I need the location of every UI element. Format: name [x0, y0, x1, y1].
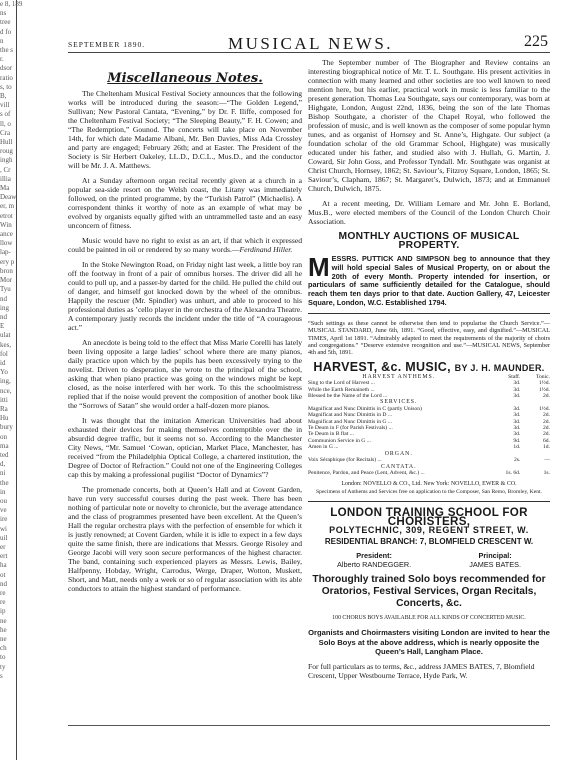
harvest-row [308, 470, 550, 476]
masthead-title: MUSICAL NEWS. [228, 34, 394, 53]
gutter-fragment: on [0, 432, 7, 441]
gutter-fragment: roug [0, 147, 13, 156]
paragraph-southgate: The September number of The Biographer and Review contains an interesting biographical notice of Mr. T. L. Southgate. His present activities in connection with many learned and other societies are too well known to need mention here, but his earlier, practical work in music is less familiar to the present generation. Thomas Lea Southgate, says our contemporary, was born at Highgate, London, August 22nd, 1836, being the son of the late Thomas Bishop Southgate, a chorister of the Chapel Royal, who followed the profession of music, and is well known as the composer of some popular hymn tunes, and as organist of Hornsey and St. Anne’s, Highgate. Our subject (a foundation scholar of the old Grammar School, Highgate) was musically educated under his father, and studied also with J. Hullah, G. Martin, J. Coward, Sir John Goss, and Professor Tyndall. Mr. Southgate was organist at Christ Church, Hornsey, 1862; St. Saviour’s, Fitzroy Square, London, 1865; St. Saviour’s, Clapham, 1867; St. Margaret’s, Dulwich, 1873; and at Emmanuel Church, Dulwich, 1875. [308, 58, 550, 193]
paragraph-promenade: The promenade concerts, both at Queen’s Hall and at Covent Garden, have run very successful courses during the past week. There has been nothing of particular note or novelty to chronicle, but the average attendance and the class of programmes presented have been excellent. At the Queen’s Hall the regular orchestra plays with the perfection of ensemble for which it is justly renowned; at Covent Garden, while it is idle to expect in a few days quite the same finish, there are indications that Messrs. George Risoley and George Jacobi will very soon secure performances of the highest character. The band, containing such experienced players as Messrs. Lewis, Bailey, Halfpenny, Hobday, Wright, Carrodus, Werge, Draper, Wotton, Muskett, Short, and Matt, needs only a week or so of regular association with its able conductors to attain the highest standard of performance. [68, 485, 302, 593]
gutter-fragment: lap- [0, 248, 11, 257]
staff-price: 3d. [513, 393, 521, 400]
harvest-item: Magnificat and Nunc Dimittis in C (partly Unison) [308, 405, 422, 412]
staff-price: 1s. 6d. [505, 469, 521, 476]
solo-boys-ad: Thoroughly trained Solo boys recommended for Oratorios, Festival Services, Organ Recitals, Concerts, &c. [312, 574, 546, 610]
staff-price: 3d. [513, 431, 521, 438]
gutter-fragment: vill [0, 101, 10, 110]
staff-price: 2s. [513, 457, 521, 464]
gutter-fragment: er, m [0, 202, 15, 211]
bottom-rule [68, 725, 550, 726]
gutter-fragment: ip [0, 607, 6, 616]
harvest-item: While the Earth Remaineth ... [308, 386, 375, 393]
gutter-fragment: Hu [0, 414, 9, 423]
right-column [308, 58, 550, 680]
gutter-fragment: fol [0, 349, 8, 358]
gutter-fragment: ing, [0, 377, 11, 386]
gutter-fragment: in [0, 487, 6, 496]
paragraph-corelli: An anecdote is being told to the effect that Miss Marie Corelli has lately been living opposite a large ladies’ school where there are many pianos, daily practice upon which by the pupils has been excessively trying to the novelist. Driven to desperation, she wrote to the principal of the school, asking that when piano practice was going on the windows might be kept closed, as the noise interfered with her work. To this the schoolmistress replied that if the noise would prevent the composition of another book like the “Sorrows of Satan” she would order a half-dozen more pianos. [68, 338, 302, 410]
harvest-item: Amen in G ... [308, 444, 339, 451]
tonic-price: 6d. [543, 437, 550, 444]
gutter-fragment: E [0, 322, 5, 331]
quote-text: Music would have no right to exist as an art, if that which it expressed could be painted in oil or rendered by so many words.— [68, 236, 302, 254]
harvest-item: Blessed be the Name of the Lord ... [308, 393, 388, 400]
auctions-heading: MONTHLY AUCTIONS OF MUSICAL PROPERTY. [338, 231, 520, 251]
staff-price: 3d. [513, 405, 521, 412]
press-quotes: “Such settings as these cannot be otherwise then tend to popularise the Church Service.”—MUSICAL STANDARD, June 6th, 1891. “Good, effective, easy, and dignified.”—MUSICAL TIMES, April 1st 1891. “Admirably adapted to meet the requirements of the majority of choirs and congregations.” “Deserve extensive recognition and use.”—MUSICAL NEWS, September 4th and 5th, 1891. [308, 319, 550, 357]
principal [469, 551, 521, 569]
harvest-item: Magnificat and Nunc Dimittis in G ... [308, 418, 393, 425]
gutter-fragment: s, to [0, 82, 12, 91]
gutter-fragment: ty [0, 662, 6, 671]
president [337, 551, 411, 569]
publisher-line: London: NOVELLO & CO., Ltd. New York: NOVELLO, EWER & CO. [341, 481, 517, 488]
harvest-item: CANTATA. [380, 463, 417, 470]
issue-date: SEPTEMBER 1890. [68, 40, 146, 49]
drop-cap: M [308, 252, 330, 282]
tonic-price: 1½d. [538, 386, 550, 393]
auctions-text: ESSRS. PUTTICK AND SIMPSON beg to announce that they will hold special Sales of Musical Property, on or about the 20th of every Month. Property intended for insertion, or particulars of same sufficiently detailed for the Catalogue, should reach them ten days prior to that date. Auction Gallery, 47, Leicester Square, London, W.C. Established 1794. [308, 254, 550, 307]
organists-invite: Organists and Choirmasters visiting London are invited to hear the Solo Boys at the above address, which is nearly opposite the Queen’s Hall, Langham Place. [308, 628, 550, 656]
harvest-heading [308, 359, 550, 374]
paragraph-cheltenham: The Cheltenham Musical Festival Society announces that the following works will be introduced during the season:—“The Golden Legend,” Sullivan; New Pastoral Cantata, “Evening,” by Dr. F. Iliffe, composed for the Cheltenham Festival Society; “The Sleeping Beauty,” F. H. Cowen; and “The Redemption,” Gounod. The concerts will take place on November 14th, for which date Madame Albani, Mr. Ben Davies, Miss Ada Crossley and party are engaged; February 26th; and at Easter. The President of the Society is Sir Herbert Oakeley, LL.D., D.C.L., Mus.D., and the conductor will be Mr. J. A. Matthews. [68, 89, 302, 170]
harvest-table [308, 374, 550, 477]
tonic-price: 2d. [543, 425, 550, 432]
gutter-fragment: e 8, 189 [0, 0, 23, 8]
gutter-fragment: Tyu [0, 285, 11, 294]
page-header [68, 30, 548, 53]
gutter-fragment: id [0, 358, 6, 367]
gutter-fragment: dsor [0, 64, 13, 73]
header-rule [68, 52, 550, 53]
harvest-item: Magnificat and Nunc Dimittis in D ... [308, 412, 393, 419]
chorus-boys-line: 100 CHORUS BOYS AVAILABLE FOR ALL KINDS OF CONCERTED MUSIC. [332, 615, 526, 622]
gutter-fragment: r. [0, 55, 4, 64]
gutter-fragment: to [0, 653, 6, 662]
gutter-fragment: ha [0, 561, 7, 570]
gutter-fragment: ne [0, 635, 7, 644]
contact-particulars: For full particulars as to terms, &c., address JAMES BATES, 7, Blomfield Crescent, Upper Westbourne Terrace, Hyde Park, W. [308, 662, 535, 681]
staff-price: 3d. [513, 386, 521, 393]
harvest-item: Penitence, Pardon, and Peace (Lent, Advent, &c.) ... [308, 469, 425, 476]
harvest-subheading: HARVEST ANTHEMS. [362, 373, 436, 380]
gutter-fragment: n [0, 36, 4, 45]
col-staff: Staff. [508, 373, 521, 380]
staff-price: 1d. [513, 444, 521, 451]
gutter-fragment: he [0, 625, 7, 634]
gutter-fragment: Ma [0, 184, 10, 193]
gutter-fragment: Win [0, 220, 12, 229]
principal-label: Principal: [478, 551, 512, 561]
divider [308, 313, 550, 314]
section-heading: Miscellaneous Notes. [107, 71, 263, 86]
staff-price: 9d. [513, 437, 521, 444]
staff-price: 3d. [513, 380, 521, 387]
harvest-item: Sing to the Lord of Harvest ... [308, 380, 375, 387]
harvest-item: ORGAN. [384, 450, 413, 457]
gutter-fragment: ne [0, 616, 7, 625]
gutter-fragment: ch [0, 644, 7, 653]
auctions-ad [308, 252, 550, 308]
school-officers [308, 551, 550, 569]
gutter-fragment: ire [0, 515, 8, 524]
gutter-fragment: re [0, 598, 6, 607]
gutter-fragment: s [0, 671, 3, 680]
gutter-fragment: ni [0, 469, 6, 478]
harvest-composer: BY J. H. MAUNDER. [454, 362, 545, 373]
harvest-title: HARVEST, &c. MUSIC, [313, 359, 451, 374]
gutter-fragment: itti [0, 395, 8, 404]
gutter-fragment: ratio [0, 73, 13, 82]
gutter-fragment: the s [0, 46, 14, 55]
quote-author: Ferdinand Hiller. [239, 245, 293, 254]
tonic-price: — [544, 457, 550, 464]
gutter-fragment: ingh [0, 156, 13, 165]
gutter-fragment: Cra [0, 128, 11, 137]
harvest-item: SERVICES. [380, 399, 418, 406]
gutter-fragment: ve [0, 506, 7, 515]
staff-price: 3d. [513, 418, 521, 425]
gutter-fragment: nd [0, 294, 7, 303]
gutter-fragment: tree [0, 18, 11, 27]
paragraph-council: At a recent meeting, Dr. William Lemare and Mr. John E. Borland, Mus.B., were elected members of the Council of the London Church Choir Association. [308, 199, 550, 226]
paragraph-universities: It was thought that the imitation American Universities had about exhausted their devices for making themselves contemptible over the in absurdid degree traffic, but it seems not so. According to the Manchester City News, “Mr. Samuel ‘Cowan, optician, Market Place, Manchester, has received “from the Philadelphia Optical College, a chartered institution, the Degree of Doctor of Refraction.” Could not one of the Engineering Colleges cap this by making a professional pugilist “Doctor of Dynamics”? [68, 416, 302, 479]
adjacent-page-gutter [0, 0, 23, 760]
tonic-price: 2d. [543, 431, 550, 438]
gutter-fragment: s of [0, 110, 11, 119]
divider [308, 501, 550, 502]
paragraph-organ-recital: At a Sunday afternoon organ recital recently given at a church in a popular sea-side resort on the Welsh coast, the Litany was immediately followed, on the printed programme, by the “Turkish Patrol” (Michaelis). A correspondent thinks it worthy of note as an example of what may be evolved by organists equally gifted with an untrammelled taste and an easy unconcern of fitness. [68, 176, 302, 230]
harvest-item: Te Deum in F (for Parish Festivals) ... [308, 425, 393, 432]
gutter-fragment: d fo [0, 27, 12, 36]
gutter-fragment: er [0, 542, 6, 551]
harvest-item: Te Deum in B flat ... [308, 431, 354, 438]
gutter-fragment: d, [0, 460, 6, 469]
gutter-fragment: Hull [0, 138, 13, 147]
gutter-fragment: ulat [0, 331, 11, 340]
president-label: President: [356, 551, 392, 561]
school-branch: RESIDENTIAL BRANCH: 7, BLOMFIELD CRESCENT W. [324, 537, 534, 547]
gutter-fragment: re [0, 589, 6, 597]
gutter-fragment: uil [0, 533, 8, 542]
gutter-fragment: ma [0, 441, 9, 450]
paragraph-stoke-newington: In the Stoke Newington Road, on Friday night last week, a little boy ran off the footway in front of a pair of omnibus horses. The driver did all he could to pull up, and a passer-by darted for the child. He pulled the child out of danger, and himself got knocked down by the wheel of the omnibus. Happily the rescuer (Mr. Spindler) was unhurt, and able to proceed to his professional duties as ’cello player in the orchestra of the Alexandra Theatre. A contemporary justly records the incident under the title of “A courageous act.” [68, 260, 302, 332]
specimens-note: Specimens of Anthems and Services free on application to the Composer, San Remo, Bromley, Kent. [316, 489, 542, 496]
gutter-fragment: Deaw [0, 193, 17, 202]
gutter-fragment: the [0, 478, 9, 487]
gutter-fragment: Mor [0, 276, 13, 285]
gutter-fragment: ted [0, 450, 9, 459]
tonic-price: 2d. [543, 412, 550, 419]
gutter-fragment: wi [0, 524, 7, 533]
gutter-fragment: ns [0, 9, 7, 18]
gutter-fragment: llow [0, 239, 13, 248]
gutter-fragment: kes, [0, 340, 12, 349]
gutter-fragment: Ra [0, 404, 8, 413]
gutter-fragment: bron [0, 266, 13, 275]
tonic-price: 1s. [543, 469, 550, 476]
tonic-price: 2d. [543, 418, 550, 425]
gutter-fragment: nd [0, 312, 7, 321]
harvest-item: Communion Service in G ... [308, 437, 371, 444]
gutter-fragment: B, [0, 92, 7, 101]
gutter-fragment: ou [0, 496, 7, 505]
gutter-fragment: ery p [0, 257, 15, 266]
tonic-price: 1½d. [538, 405, 550, 412]
staff-price: 3d. [513, 425, 521, 432]
gutter-fragment: ot [0, 570, 6, 579]
tonic-price: 1½d. [538, 380, 550, 387]
school-heading: LONDON TRAINING SCHOOL FOR CHORISTERS, [330, 506, 528, 529]
gutter-fragment: nce, [0, 386, 12, 395]
paragraph-quote [68, 236, 302, 254]
col-tonic: Tonic. [535, 373, 550, 380]
page-number: 225 [524, 33, 548, 50]
tonic-price: 1d. [543, 444, 550, 451]
principal-name: JAMES BATES. [469, 560, 521, 570]
school-address: POLYTECHNIC, 309, REGENT STREET, W. [329, 525, 529, 536]
gutter-fragment: , Cr [0, 165, 11, 174]
staff-price: 3d. [513, 412, 521, 419]
gutter-fragment: ance [0, 230, 13, 239]
gutter-fragment: ert [0, 552, 8, 561]
tonic-price: 2d. [543, 393, 550, 400]
gutter-fragment: Yo [0, 368, 8, 377]
gutter-fragment: nd [0, 579, 7, 588]
gutter-fragment: bury [0, 423, 13, 432]
gutter-fragment: ll, o [0, 119, 11, 128]
gutter-fragment: ing [0, 303, 9, 312]
gutter-fragment: etrot [0, 211, 13, 220]
harvest-item: Voix Séraphique (for Recitals) ... [308, 457, 382, 464]
left-column [68, 58, 302, 599]
gutter-fragment: illia [0, 174, 11, 183]
president-name: Alberto RANDEGGER. [337, 560, 412, 570]
